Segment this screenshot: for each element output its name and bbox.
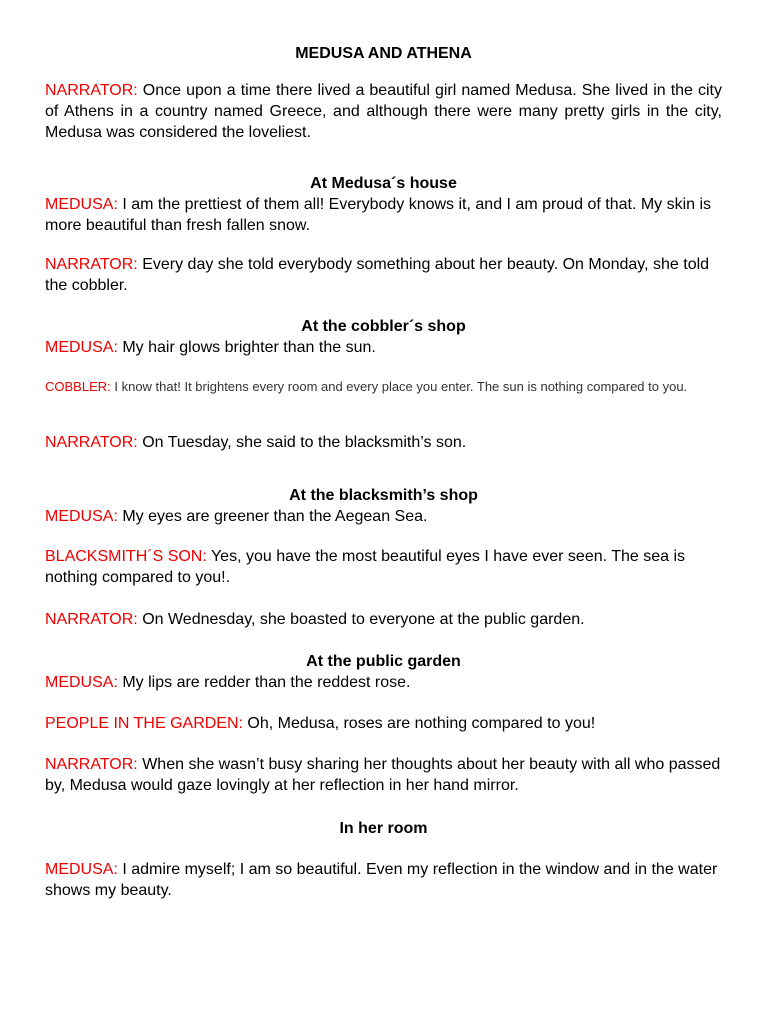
dialogue-text: My hair glows brighter than the sun.	[117, 339, 376, 356]
dialogue-text: Yes, you have the most beautiful eyes I have ever seen. The sea is nothing compared to you!.	[45, 548, 686, 586]
medusa-line-hair	[45, 337, 722, 358]
blacksmith-son-line	[45, 546, 722, 588]
scene-heading-blacksmith-shop: At the blacksmith’s shop	[289, 487, 478, 504]
dialogue-text: On Wednesday, she boasted to everyone at the public garden.	[137, 611, 585, 628]
dialogue-text: I know that! It brightens every room and every place you enter. The sun is nothing compared to you.	[110, 379, 688, 394]
speaker-label: MEDUSA:	[45, 508, 118, 525]
narrator-paragraph-wednesday	[45, 609, 722, 630]
scene-heading-medusa-house: At Medusa´s house	[310, 175, 457, 192]
dialogue-text: Oh, Medusa, roses are nothing compared to you!	[242, 715, 596, 732]
narrator-paragraph-mirror	[45, 754, 722, 796]
dialogue-text: I am the prettiest of them all! Everybody knows it, and I am proud of that. My skin is more beautiful than fresh fallen snow.	[45, 196, 712, 234]
narrator-paragraph-monday	[45, 254, 722, 296]
speaker-label: MEDUSA:	[45, 339, 118, 356]
speaker-label: MEDUSA:	[45, 861, 118, 878]
dialogue-text: On Tuesday, she said to the blacksmith’s son.	[137, 434, 467, 451]
dialogue-text: When she wasn’t busy sharing her thoughts about her beauty with all who passed by, Medusa would gaze lovingly at her reflection in her hand mirror.	[45, 756, 721, 794]
medusa-line-reflection	[45, 859, 722, 901]
speaker-label: BLACKSMITH´S SON:	[45, 548, 207, 565]
dialogue-text: My eyes are greener than the Aegean Sea.	[117, 508, 428, 525]
speaker-label: NARRATOR:	[45, 756, 138, 773]
medusa-line-eyes	[45, 506, 722, 527]
dialogue-text: Every day she told everybody something about her beauty. On Monday, she told the cobbler.	[45, 256, 710, 294]
speaker-label: NARRATOR:	[45, 82, 138, 99]
document-title: MEDUSA AND ATHENA	[295, 45, 472, 62]
speaker-label: MEDUSA:	[45, 196, 118, 213]
scene-heading-her-room: In her room	[339, 820, 428, 837]
narrator-paragraph-intro	[45, 80, 722, 143]
medusa-line-lips	[45, 672, 722, 693]
speaker-label: MEDUSA:	[45, 674, 118, 691]
scene-heading-public-garden: At the public garden	[306, 653, 461, 670]
dialogue-text: Once upon a time there lived a beautiful girl named Medusa. She lived in the city of Athens in a country named Greece, and although there were many pretty girls in the city, Medusa was considered the loveliest.	[45, 82, 722, 141]
speaker-label: NARRATOR:	[45, 434, 138, 451]
people-in-garden-line	[45, 713, 722, 734]
speaker-label: COBBLER:	[45, 379, 111, 394]
cobbler-line	[45, 377, 722, 397]
speaker-label: NARRATOR:	[45, 611, 138, 628]
medusa-line-skin	[45, 194, 722, 236]
scene-heading-cobbler-shop: At the cobbler´s shop	[301, 318, 466, 335]
narrator-paragraph-tuesday	[45, 432, 722, 453]
speaker-label: PEOPLE IN THE GARDEN:	[45, 715, 243, 732]
speaker-label: NARRATOR:	[45, 256, 138, 273]
dialogue-text: I admire myself; I am so beautiful. Even my reflection in the window and in the water shows my beauty.	[45, 861, 718, 899]
dialogue-text: My lips are redder than the reddest rose.	[117, 674, 411, 691]
